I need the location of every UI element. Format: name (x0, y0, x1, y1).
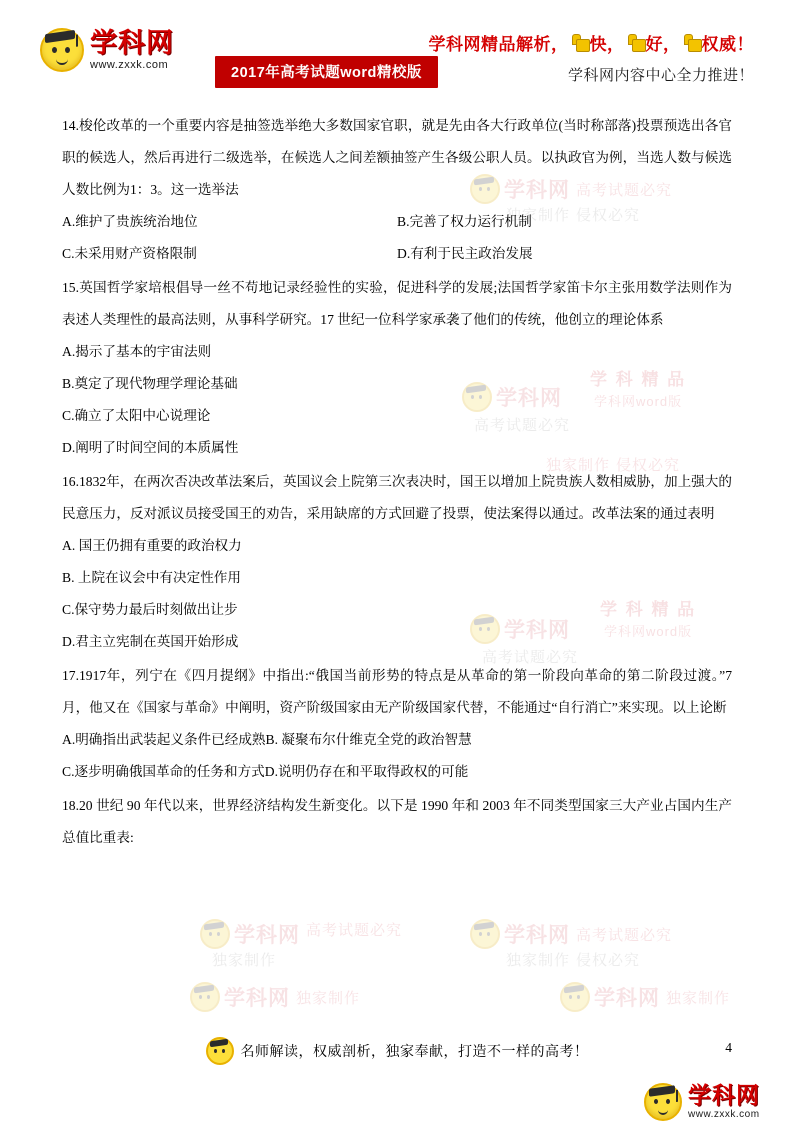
watermark-logo-icon (190, 982, 220, 1012)
watermark-brand: 学科网 高考试题必究 (470, 174, 672, 204)
option-c[interactable]: C.确立了太阳中心说理论 (62, 408, 211, 423)
footer-brand-url: www.zxxk.com (688, 1109, 760, 1120)
watermark-brand: 高考试题必究 (306, 922, 403, 939)
promo-auth-text: 权威！ (701, 35, 754, 54)
page-number: 4 (725, 1040, 732, 1055)
option-a[interactable]: A. 国王仍拥有重要的政治权力 (62, 538, 242, 553)
watermark-brand: 独家制作 侵权必究 (506, 207, 641, 224)
option-b[interactable]: B.奠定了现代物理学理论基础 (62, 376, 238, 391)
logo-brand-name: 学科网 (90, 27, 174, 58)
watermark-stack: 学 科 精 品 学科网word版 (600, 600, 697, 639)
option-c[interactable]: C.逐步明确俄国革命的任务和方式 (62, 764, 265, 779)
question-15 (62, 272, 732, 464)
option-a[interactable]: A.明确指出武装起义条件已经成熟 (62, 732, 266, 747)
watermark-brand: 学科网 独家制作 (190, 982, 360, 1012)
option-c[interactable]: C.保守势力最后时刻做出让步 (62, 602, 238, 617)
document-body (62, 110, 732, 854)
footer-brand-name: 学科网 (688, 1082, 760, 1108)
promo-good-text: 好， (645, 35, 681, 54)
promo-headline (429, 30, 755, 55)
question-16 (62, 466, 732, 658)
watermark-brand: 独家制作 侵权必究 (546, 457, 681, 474)
footer-site-logo[interactable] (644, 1083, 760, 1121)
promo-subline: 学科网内容中心全力推进！ (567, 67, 754, 84)
watermark-brand: 独家制作 侵权必究 (506, 952, 641, 969)
option-b[interactable]: B. 上院在议会中有决定性作用 (62, 570, 241, 585)
mascot-icon (40, 28, 84, 72)
option-pair-ab (62, 724, 732, 756)
watermark-brand: 学科网 (462, 382, 562, 412)
option-pair-cd (62, 756, 732, 788)
question-stem: 14.梭伦改革的一个重要内容是抽签选举绝大多数国家官职，就是先由各大行政单位(当时称部落)投票预选出各官职的候选人，然后再进行二级选举，在候选人之间差额抽签产生各级公职人员。以执政官为例，当选人数与候选人数比例为1：3。这一选举法 (62, 118, 732, 197)
option-d[interactable]: D.阐明了时间空间的本质属性 (62, 440, 239, 455)
watermark-logo-icon (470, 919, 500, 949)
option-d[interactable]: D.说明仍存在和平取得政权的可能 (264, 764, 469, 779)
promo-main-text: 学科网精品解析， (428, 35, 569, 54)
option-row (62, 206, 732, 238)
site-logo[interactable] (40, 28, 174, 72)
watermark-brand: 高考试题必究 (482, 649, 579, 666)
logo-brand-url: www.zxxk.com (90, 58, 169, 71)
option-b[interactable]: B. 凝聚布尔什维克全党的政治智慧 (265, 732, 472, 747)
question-stem: 15.英国哲学家培根倡导一丝不苟地记录经验性的实验，促进科学的发展;法国哲学家笛卡尔主张用数学法则作为表述人类理性的最高法则，从事科学研究。17 世纪一位科学家承袭了他们的传统，他创立的理论体系 (62, 280, 732, 327)
watermark-brand: 学科网 独家制作 (560, 982, 730, 1012)
watermark-logo-icon (200, 919, 230, 949)
question-stem: 18.20 世纪 90 年代以来，世界经济结构发生新变化。以下是 1990 年和 2003 年不同类型国家三大产业占国内生产总值比重表: (62, 798, 732, 845)
mascot-icon (206, 1037, 234, 1065)
header-divider (40, 97, 754, 98)
mascot-icon (644, 1083, 682, 1121)
question-stem: 16.1832年，在两次否决改革法案后，英国议会上院第三次表决时，国王以增加上院贵族人数相威胁，加上强大的民意压力，反对派议员接受国王的劝告，采用缺席的方式回避了投票，使法案得以通过。改革法案的通过表明 (62, 474, 732, 521)
option-row (62, 238, 732, 270)
question-18 (62, 790, 732, 854)
watermark-stack: 学 科 精 品 学科网word版 (590, 370, 687, 409)
thumbs-up-icon (572, 34, 589, 51)
question-14 (62, 110, 732, 270)
watermark-brand: 学科网 高考试题必究 (470, 919, 672, 949)
thumbs-up-icon (684, 34, 701, 51)
thumbs-up-icon (628, 34, 645, 51)
watermark-logo-icon (560, 982, 590, 1012)
banner-tag: 2017年高考试题word精校版 (215, 56, 438, 88)
watermark-brand: 独家制作 (212, 952, 277, 969)
page-footer (62, 1037, 732, 1071)
page-header (40, 14, 754, 92)
option-d[interactable]: D.有利于民主政治发展 (397, 246, 533, 261)
option-b[interactable]: B.完善了权力运行机制 (397, 214, 532, 229)
footer-slogan: 名师解读，权威剖析，独家奉献，打造不一样的高考！ (240, 1045, 589, 1060)
option-c[interactable]: C.未采用财产资格限制 (62, 246, 197, 261)
option-d[interactable]: D.君主立宪制在英国开始形成 (62, 634, 239, 649)
promo-fast-text: 快， (589, 35, 625, 54)
question-stem: 17.1917年，列宁在《四月提纲》中指出:“俄国当前形势的特点是从革命的第一阶段向革命的第二阶段过渡。”7月，他又在《国家与革命》中阐明，资产阶级国家由无产阶级国家代替，不能通过“自行消亡”来实现。以上论断 (62, 668, 732, 715)
option-a[interactable]: A.维护了贵族统治地位 (62, 214, 198, 229)
watermark-brand: 高考试题必究 (474, 417, 571, 434)
watermark-brand: 学科网 (200, 919, 300, 949)
watermark-brand: 学科网 (470, 614, 570, 644)
option-a[interactable]: A.揭示了基本的宇宙法则 (62, 344, 212, 359)
question-17 (62, 660, 732, 788)
